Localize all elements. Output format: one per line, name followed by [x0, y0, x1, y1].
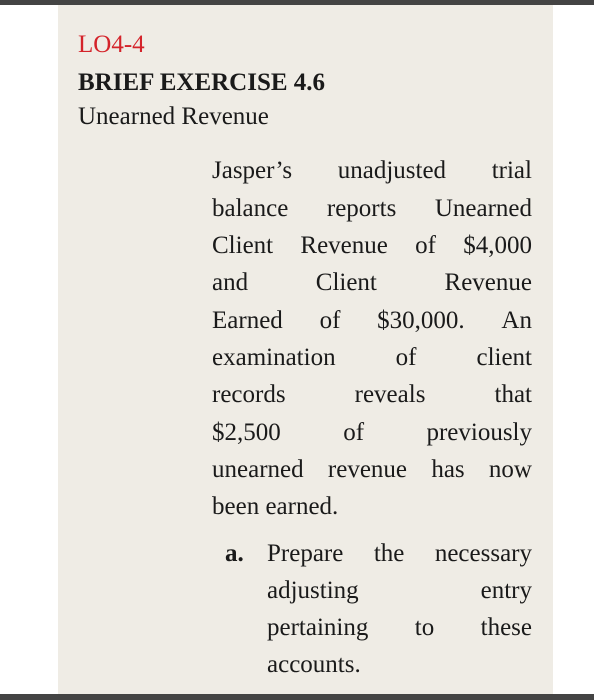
word: that [494, 381, 532, 408]
word: $2,500 [212, 419, 281, 446]
word: been earned. [212, 493, 339, 520]
task-line-3 [267, 613, 532, 643]
word: previously [426, 419, 532, 446]
word: Revenue [300, 232, 388, 259]
word: reveals [354, 381, 426, 408]
body-line-5 [212, 306, 532, 336]
word: client [476, 344, 532, 371]
body-line-2 [212, 194, 532, 224]
body-line-4 [212, 268, 532, 298]
word: reports [326, 195, 397, 222]
word: records [212, 381, 286, 408]
bottom-border [0, 694, 594, 700]
word: Client [315, 269, 377, 296]
word: entry [480, 577, 532, 604]
word: $30,000. [377, 307, 465, 334]
word: pertaining [267, 614, 369, 641]
word: balance [212, 195, 289, 222]
word: accounts. [267, 651, 361, 678]
exercise-subtitle: Unearned Revenue [78, 103, 269, 130]
word: these [480, 614, 532, 641]
body-line-1 [212, 156, 532, 186]
body-line-7 [212, 380, 532, 410]
word: Earned [212, 307, 283, 334]
word: Unearned [434, 195, 532, 222]
word: necessary [434, 540, 532, 567]
word: An [501, 307, 532, 334]
word: $4,000 [463, 232, 532, 259]
word: of [319, 307, 341, 334]
task-line-1 [267, 539, 532, 569]
word: of [395, 344, 417, 371]
exercise-title: BRIEF EXERCISE 4.6 [78, 69, 326, 96]
body-line-8 [212, 418, 532, 448]
word: Client [212, 232, 274, 259]
body-line-10 [212, 492, 532, 522]
task-line-2 [267, 576, 532, 606]
word: trial [491, 157, 532, 184]
word: unearned [212, 456, 304, 483]
word: now [488, 456, 532, 483]
word: of [415, 232, 436, 259]
word: of [343, 419, 365, 446]
word: Jasper’s [212, 157, 293, 184]
body-line-6 [212, 343, 532, 373]
word: has [431, 456, 465, 483]
body-line-3 [212, 231, 532, 261]
word: Revenue [444, 269, 532, 296]
word: the [373, 540, 405, 567]
word: examination [212, 344, 336, 371]
learning-objective-code: LO4-4 [78, 31, 145, 58]
word: to [414, 614, 435, 641]
word: adjusting [267, 577, 359, 604]
word: and [212, 269, 249, 296]
word: revenue [327, 456, 408, 483]
body-line-9 [212, 455, 532, 485]
task-line-4 [267, 650, 532, 680]
word: unadjusted [337, 157, 447, 184]
word: Prepare [267, 540, 344, 567]
task-item-marker: a. [225, 540, 244, 567]
